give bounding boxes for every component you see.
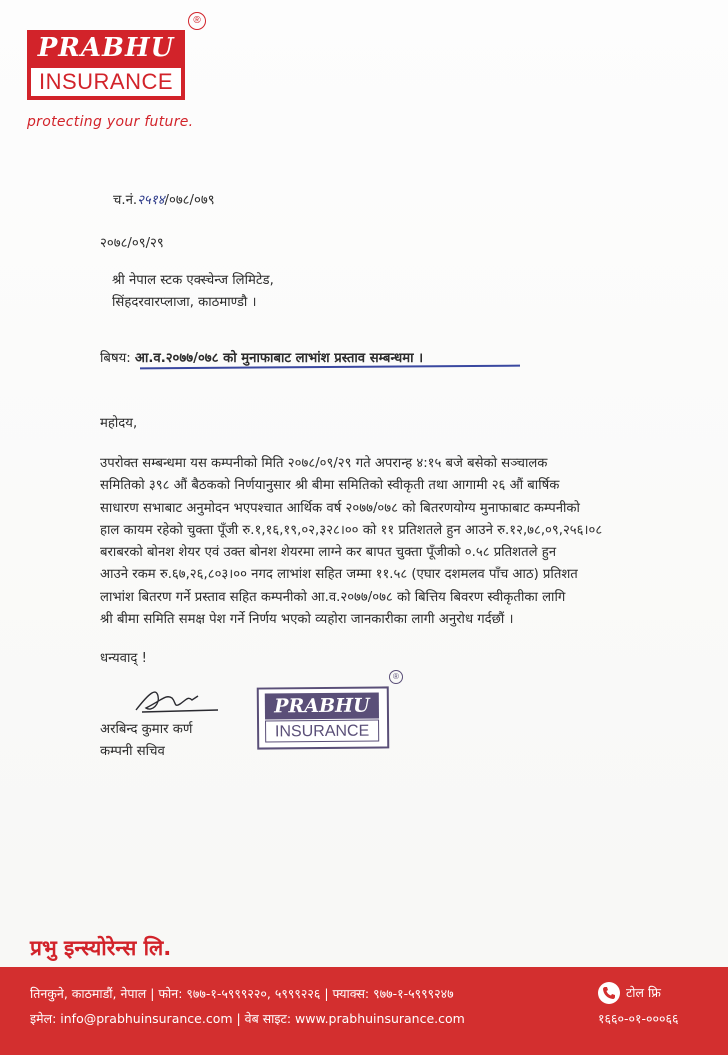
closing: धन्यवाद् !: [100, 651, 147, 666]
stamp-registered-mark: ®: [389, 670, 403, 684]
tollfree-number: १६६०-०१-०००६६: [598, 1011, 679, 1026]
body-paragraph: [100, 453, 728, 631]
reference-prefix: च.नं.: [113, 193, 138, 208]
signatory-name: अरबिन्द कुमार कर्ण: [100, 722, 193, 737]
body-line: साधारण सभाबाट अनुमोदन भएपश्चात आर्थिक वर्ष २०७७/०७८ को बितरणयोग्य मुनाफाबाट कम्पनीको: [100, 500, 580, 516]
recipient-line-2: सिंहदरवारप्लाजा, काठमाण्डौ ।: [112, 295, 257, 310]
company-logo: [27, 30, 185, 100]
footer-band: [0, 967, 728, 1055]
stamp-top-text: PRABHU: [265, 693, 379, 720]
body-line: हाल कायम रहेको चुक्ता पूँजी रु.१,१६,१९,०२,३२८।०० को ११ प्रतिशतले हुन आउने रु.१२,७८,०९,२५६।०८: [100, 522, 603, 538]
footer-company-name: प्रभु इन्स्योरेन्स लि.: [30, 936, 172, 960]
logo-top-text: PRABHU: [37, 33, 175, 63]
phone-icon: [598, 982, 620, 1004]
footer-contact-line: इमेल: info@prabhuinsurance.com | वेब साइट: www.prabhuinsurance.com: [30, 1011, 465, 1026]
body-line: बराबरको बोनश शेयर एवं उक्त बोनश शेयरमा लाग्ने कर बापत चुक्ता पूँजीको ०.५८ प्रतिशतले हुन: [100, 545, 557, 561]
reference-number: [113, 190, 215, 208]
registered-mark: ®: [188, 12, 206, 30]
subject-label: बिषय:: [100, 351, 131, 366]
body-line: आउने रकम रु.६७,२६,८०३।०० नगद लाभांश सहित जम्मा ११.५८ (एघार दशमलव पाँच आठ) प्रतिशत: [100, 567, 578, 583]
body-line: लाभांश बितरण गर्ने प्रस्ताव सहित कम्पनीको आ.व.२०७७/०७८ को बित्तिय बिवरण स्वीकृतीका लागि: [100, 589, 566, 605]
body-line: उपरोक्त सम्बन्धमा यस कम्पनीको मिति २०७८/०९/२९ गते अपरान्ह ४:१५ बजे बसेको सञ्चालक: [100, 456, 548, 471]
reference-suffix: /०७८/०७९: [164, 193, 215, 208]
signatory-title: कम्पनी सचिव: [100, 744, 165, 759]
body-line: समितिको ३९८ औं बैठकको निर्णयानुसार श्री बीमा समितिको स्वीकृती तथा आगामी २६ औं बार्षिक: [100, 478, 560, 494]
logo-bottom-text: INSURANCE: [31, 68, 181, 96]
reference-handwritten: २५१४: [137, 193, 165, 208]
recipient-line-1: श्री नेपाल स्टक एक्स्चेन्ज लिमिटेड,: [112, 273, 274, 288]
tollfree-label: टोल फ्रि: [626, 985, 661, 1000]
subject-text: आ.व.२०७७/०७८ को मुनाफाबाट लाभांश प्रस्ताव सम्बन्धमा ।: [134, 351, 424, 366]
company-stamp: [257, 686, 390, 749]
handwritten-signature: [132, 686, 220, 716]
greeting: महोदय,: [100, 416, 138, 431]
body-line: श्री बीमा समिति समक्ष पेश गर्ने निर्णय भएको व्यहोरा जानकारीका लागी अनुरोध गर्दछौं ।: [100, 612, 514, 628]
footer-address-line: तिनकुने, काठमाडौं, नेपाल | फोन: ९७७-१-५९९९२२०, ५९९९२२६ | फ्याक्स: ९७७-१-५९९९२४७: [30, 986, 454, 1001]
tagline: protecting your future.: [27, 114, 194, 130]
letter-date: २०७८/०९/२९: [100, 236, 164, 251]
subject-line: [100, 348, 423, 366]
stamp-bottom-text: INSURANCE: [265, 720, 379, 743]
